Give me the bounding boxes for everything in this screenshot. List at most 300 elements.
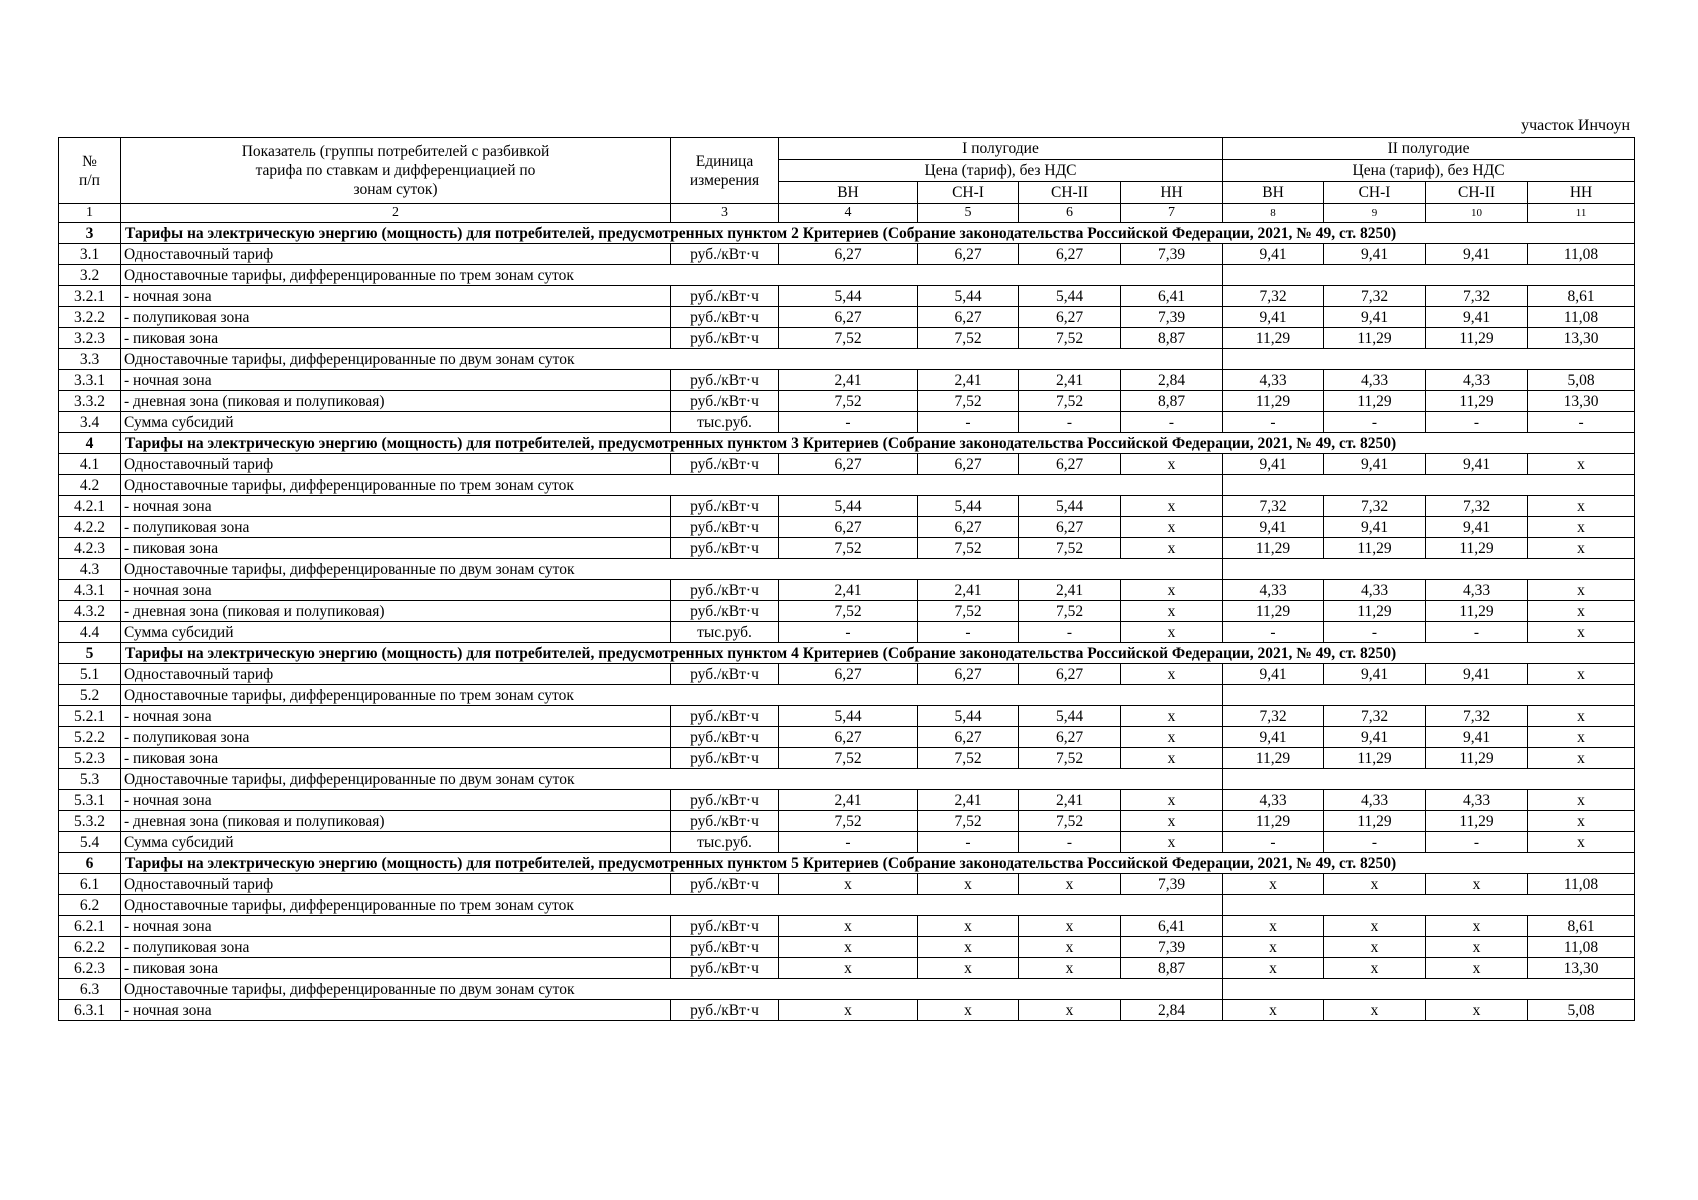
row-value: x xyxy=(1121,811,1223,832)
row-unit: руб./кВт·ч xyxy=(671,601,779,622)
row-value: 6,27 xyxy=(1019,517,1121,538)
row-name: Сумма субсидий xyxy=(121,412,671,433)
row-unit: руб./кВт·ч xyxy=(671,517,779,538)
header-colnum-1: 1 xyxy=(59,204,121,223)
row-name: - полупиковая зона xyxy=(121,307,671,328)
row-value: 4,33 xyxy=(1324,790,1426,811)
row-number: 6.2.1 xyxy=(59,916,121,937)
table-row xyxy=(59,790,1635,811)
row-value: 11,29 xyxy=(1426,538,1528,559)
row-value: 6,27 xyxy=(1019,307,1121,328)
row-value: x xyxy=(1324,874,1426,895)
section-row xyxy=(59,853,1635,874)
section-row xyxy=(59,643,1635,664)
row-number: 5.2 xyxy=(59,685,121,706)
row-value: 4,33 xyxy=(1426,790,1528,811)
row-value: x xyxy=(918,1000,1019,1021)
row-value: x xyxy=(1223,1000,1324,1021)
row-value: - xyxy=(1426,832,1528,853)
header-colnum-8: 8 xyxy=(1223,204,1324,223)
row-value: - xyxy=(1121,412,1223,433)
row-value: x xyxy=(1019,937,1121,958)
row-value: x xyxy=(1528,790,1635,811)
row-value: x xyxy=(779,874,918,895)
row-value: - xyxy=(779,622,918,643)
row-unit: руб./кВт·ч xyxy=(671,664,779,685)
section-title: Тарифы на электрическую энергию (мощность) для потребителей, предусмотренных пунктом 5 Критериев (Собрание законодательства Российской Федерации, 2021, № 49, ст. 8250) xyxy=(121,853,1635,874)
row-value: 6,27 xyxy=(1019,727,1121,748)
row-value: x xyxy=(1121,538,1223,559)
header-colnum-5: 5 xyxy=(918,204,1019,223)
row-value: 2,41 xyxy=(918,580,1019,601)
section-row xyxy=(59,433,1635,454)
table-row xyxy=(59,958,1635,979)
row-value: 4,33 xyxy=(1223,370,1324,391)
row-value: x xyxy=(1324,1000,1426,1021)
row-number: 6.2 xyxy=(59,895,121,916)
row-value: - xyxy=(1019,622,1121,643)
empty-cell xyxy=(1223,475,1635,496)
header-colnum-4: 4 xyxy=(779,204,918,223)
row-unit: тыс.руб. xyxy=(671,412,779,433)
row-value: x xyxy=(918,916,1019,937)
row-value: 5,44 xyxy=(918,496,1019,517)
table-row xyxy=(59,622,1635,643)
row-value: 9,41 xyxy=(1324,664,1426,685)
row-name: - ночная зона xyxy=(121,1000,671,1021)
row-value: 11,29 xyxy=(1426,601,1528,622)
row-value: 6,27 xyxy=(1019,454,1121,475)
row-value: 5,44 xyxy=(1019,706,1121,727)
table-row xyxy=(59,538,1635,559)
row-value: 11,29 xyxy=(1223,328,1324,349)
row-value: 9,41 xyxy=(1324,307,1426,328)
section-row xyxy=(59,223,1635,244)
row-value: x xyxy=(1223,937,1324,958)
row-number: 3 xyxy=(59,223,121,244)
row-value: x xyxy=(1121,496,1223,517)
row-value: 9,41 xyxy=(1223,664,1324,685)
row-value: 5,08 xyxy=(1528,370,1635,391)
table-row xyxy=(59,832,1635,853)
row-value: 2,41 xyxy=(918,790,1019,811)
group-row xyxy=(59,685,1635,706)
header-level-4: НН xyxy=(1121,182,1223,204)
row-value: 9,41 xyxy=(1223,517,1324,538)
group-name: Одноставочные тарифы, дифференцированные по двум зонам суток xyxy=(121,979,1223,1000)
row-value: 9,41 xyxy=(1324,454,1426,475)
row-value: 2,41 xyxy=(779,790,918,811)
group-name: Одноставочные тарифы, дифференцированные по трем зонам суток xyxy=(121,685,1223,706)
row-value: 6,27 xyxy=(779,664,918,685)
row-value: 11,29 xyxy=(1324,328,1426,349)
row-unit: руб./кВт·ч xyxy=(671,580,779,601)
row-number: 5.3.2 xyxy=(59,811,121,832)
row-value: - xyxy=(1324,412,1426,433)
row-value: x xyxy=(1528,454,1635,475)
row-value: 9,41 xyxy=(1223,244,1324,265)
row-unit: руб./кВт·ч xyxy=(671,790,779,811)
row-value: 7,32 xyxy=(1426,286,1528,307)
row-value: 7,52 xyxy=(779,328,918,349)
row-value: 7,52 xyxy=(918,328,1019,349)
row-unit: руб./кВт·ч xyxy=(671,811,779,832)
row-number: 4 xyxy=(59,433,121,454)
row-value: - xyxy=(1426,412,1528,433)
row-value: 11,29 xyxy=(1324,811,1426,832)
row-value: 5,44 xyxy=(1019,286,1121,307)
row-number: 4.4 xyxy=(59,622,121,643)
row-value: 11,29 xyxy=(1324,538,1426,559)
row-value: 11,08 xyxy=(1528,244,1635,265)
row-name: - пиковая зона xyxy=(121,958,671,979)
row-name: Сумма субсидий xyxy=(121,832,671,853)
row-value: 7,39 xyxy=(1121,937,1223,958)
row-unit: руб./кВт·ч xyxy=(671,706,779,727)
row-value: 6,27 xyxy=(918,517,1019,538)
table-row xyxy=(59,1000,1635,1021)
row-value: x xyxy=(1528,496,1635,517)
row-number: 5 xyxy=(59,643,121,664)
header-level-3: СН-II xyxy=(1019,182,1121,204)
row-value: 6,27 xyxy=(918,244,1019,265)
row-name: - ночная зона xyxy=(121,916,671,937)
row-value: 7,52 xyxy=(918,391,1019,412)
row-value: x xyxy=(1223,874,1324,895)
row-number: 4.2.1 xyxy=(59,496,121,517)
row-value: 5,08 xyxy=(1528,1000,1635,1021)
row-value: x xyxy=(1528,706,1635,727)
row-number: 5.2.1 xyxy=(59,706,121,727)
row-value: x xyxy=(1528,748,1635,769)
header-colnum-9: 9 xyxy=(1324,204,1426,223)
table-row xyxy=(59,370,1635,391)
header-colnum-11: 11 xyxy=(1528,204,1635,223)
row-value: 7,52 xyxy=(779,748,918,769)
header-colnum-10: 10 xyxy=(1426,204,1528,223)
row-value: 7,32 xyxy=(1324,286,1426,307)
row-value: - xyxy=(918,832,1019,853)
row-value: x xyxy=(1324,937,1426,958)
row-value: 7,32 xyxy=(1426,706,1528,727)
row-value: x xyxy=(1426,937,1528,958)
row-value: x xyxy=(1324,916,1426,937)
row-value: x xyxy=(918,958,1019,979)
row-value: - xyxy=(1324,832,1426,853)
row-value: 11,08 xyxy=(1528,874,1635,895)
row-value: 9,41 xyxy=(1324,517,1426,538)
row-number: 5.3 xyxy=(59,769,121,790)
row-value: 7,52 xyxy=(918,811,1019,832)
row-value: - xyxy=(1019,412,1121,433)
row-unit: руб./кВт·ч xyxy=(671,958,779,979)
group-row xyxy=(59,349,1635,370)
table-row xyxy=(59,664,1635,685)
header-price-1: Цена (тариф), без НДС xyxy=(779,160,1223,182)
row-value: 6,41 xyxy=(1121,286,1223,307)
row-value: 11,29 xyxy=(1223,811,1324,832)
row-name: - полупиковая зона xyxy=(121,517,671,538)
row-value: x xyxy=(779,916,918,937)
row-unit: руб./кВт·ч xyxy=(671,937,779,958)
table-row xyxy=(59,307,1635,328)
row-value: 6,27 xyxy=(918,727,1019,748)
row-value: x xyxy=(1121,601,1223,622)
table-row xyxy=(59,601,1635,622)
row-number: 6.1 xyxy=(59,874,121,895)
row-name: - дневная зона (пиковая и полупиковая) xyxy=(121,391,671,412)
header-colnum-row xyxy=(59,204,1635,223)
row-unit: руб./кВт·ч xyxy=(671,307,779,328)
group-row xyxy=(59,265,1635,286)
row-unit: руб./кВт·ч xyxy=(671,1000,779,1021)
row-value: 9,41 xyxy=(1426,517,1528,538)
group-name: Одноставочные тарифы, дифференцированные по трем зонам суток xyxy=(121,265,1223,286)
group-row xyxy=(59,769,1635,790)
row-value: 6,27 xyxy=(779,517,918,538)
group-name: Одноставочные тарифы, дифференцированные по двум зонам суток xyxy=(121,349,1223,370)
row-number: 4.3 xyxy=(59,559,121,580)
row-value: 9,41 xyxy=(1426,454,1528,475)
row-number: 4.3.1 xyxy=(59,580,121,601)
row-value: 2,41 xyxy=(1019,370,1121,391)
table-row xyxy=(59,580,1635,601)
row-number: 5.2.3 xyxy=(59,748,121,769)
row-value: 8,61 xyxy=(1528,286,1635,307)
row-value: - xyxy=(1324,622,1426,643)
row-value: x xyxy=(1121,517,1223,538)
table-body xyxy=(59,223,1635,1021)
row-unit: руб./кВт·ч xyxy=(671,391,779,412)
group-row xyxy=(59,979,1635,1000)
row-value: 5,44 xyxy=(918,286,1019,307)
row-value: 5,44 xyxy=(779,496,918,517)
row-value: x xyxy=(1528,601,1635,622)
row-number: 5.3.1 xyxy=(59,790,121,811)
section-title: Тарифы на электрическую энергию (мощность) для потребителей, предусмотренных пунктом 4 Критериев (Собрание законодательства Российской Федерации, 2021, № 49, ст. 8250) xyxy=(121,643,1635,664)
row-value: x xyxy=(1121,790,1223,811)
row-name: - пиковая зона xyxy=(121,328,671,349)
row-name: - пиковая зона xyxy=(121,748,671,769)
table-row xyxy=(59,286,1635,307)
section-title: Тарифы на электрическую энергию (мощность) для потребителей, предусмотренных пунктом 2 Критериев (Собрание законодательства Российской Федерации, 2021, № 49, ст. 8250) xyxy=(121,223,1635,244)
row-number: 6.2.3 xyxy=(59,958,121,979)
row-value: 7,52 xyxy=(918,538,1019,559)
table-row xyxy=(59,727,1635,748)
row-value: 6,27 xyxy=(1019,664,1121,685)
row-value: 11,29 xyxy=(1223,748,1324,769)
row-number: 5.1 xyxy=(59,664,121,685)
header-level-5: ВН xyxy=(1223,182,1324,204)
row-value: 6,27 xyxy=(1019,244,1121,265)
table-row xyxy=(59,412,1635,433)
row-value: 5,44 xyxy=(779,286,918,307)
table-row xyxy=(59,244,1635,265)
row-number: 6.3 xyxy=(59,979,121,1000)
row-value: 11,29 xyxy=(1223,601,1324,622)
row-value: x xyxy=(1223,958,1324,979)
row-unit: руб./кВт·ч xyxy=(671,328,779,349)
row-value: 7,52 xyxy=(779,391,918,412)
row-value: 7,52 xyxy=(779,601,918,622)
row-value: 13,30 xyxy=(1528,391,1635,412)
row-value: 2,84 xyxy=(1121,1000,1223,1021)
row-value: x xyxy=(1019,874,1121,895)
row-number: 3.2 xyxy=(59,265,121,286)
row-name: - ночная зона xyxy=(121,496,671,517)
row-value: 9,41 xyxy=(1426,307,1528,328)
row-value: 7,32 xyxy=(1223,706,1324,727)
row-value: 7,39 xyxy=(1121,874,1223,895)
group-name: Одноставочные тарифы, дифференцированные по двум зонам суток xyxy=(121,769,1223,790)
header-colnum-2: 2 xyxy=(121,204,671,223)
row-value: 11,29 xyxy=(1324,748,1426,769)
group-row xyxy=(59,475,1635,496)
row-value: x xyxy=(1528,832,1635,853)
row-number: 3.3 xyxy=(59,349,121,370)
header-level-2: СН-I xyxy=(918,182,1019,204)
row-value: - xyxy=(1223,622,1324,643)
row-value: - xyxy=(918,622,1019,643)
row-value: 2,41 xyxy=(779,370,918,391)
row-value: x xyxy=(1121,622,1223,643)
row-unit: тыс.руб. xyxy=(671,622,779,643)
table-row xyxy=(59,517,1635,538)
row-value: 5,44 xyxy=(779,706,918,727)
row-value: x xyxy=(918,874,1019,895)
row-number: 6.3.1 xyxy=(59,1000,121,1021)
header-indicator: Показатель (группы потребителей с разбивкой тарифа по ставкам и дифференциацией по зонам суток) xyxy=(121,138,671,204)
row-value: 6,27 xyxy=(918,307,1019,328)
header-half-2: II полугодие xyxy=(1223,138,1635,160)
row-value: 7,32 xyxy=(1324,706,1426,727)
row-value: x xyxy=(1528,517,1635,538)
row-unit: руб./кВт·ч xyxy=(671,454,779,475)
row-value: x xyxy=(1121,580,1223,601)
row-name: - ночная зона xyxy=(121,286,671,307)
row-value: x xyxy=(1121,454,1223,475)
group-name: Одноставочные тарифы, дифференцированные по двум зонам суток xyxy=(121,559,1223,580)
row-value: x xyxy=(1324,958,1426,979)
group-name: Одноставочные тарифы, дифференцированные по трем зонам суток xyxy=(121,475,1223,496)
group-row xyxy=(59,895,1635,916)
row-name: Одноставочный тариф xyxy=(121,244,671,265)
row-value: 11,29 xyxy=(1223,538,1324,559)
row-value: 4,33 xyxy=(1426,370,1528,391)
empty-cell xyxy=(1223,265,1635,286)
header-colnum-7: 7 xyxy=(1121,204,1223,223)
header-colnum-6: 6 xyxy=(1019,204,1121,223)
row-number: 5.2.2 xyxy=(59,727,121,748)
row-value: x xyxy=(1528,580,1635,601)
row-value: - xyxy=(1528,412,1635,433)
row-number: 3.2.3 xyxy=(59,328,121,349)
row-value: x xyxy=(918,937,1019,958)
row-value: 4,33 xyxy=(1223,580,1324,601)
row-value: 7,52 xyxy=(1019,601,1121,622)
row-unit: руб./кВт·ч xyxy=(671,244,779,265)
row-name: Одноставочный тариф xyxy=(121,664,671,685)
table-row xyxy=(59,874,1635,895)
row-number: 6.2.2 xyxy=(59,937,121,958)
row-value: 11,08 xyxy=(1528,307,1635,328)
row-value: 2,41 xyxy=(1019,580,1121,601)
group-name: Одноставочные тарифы, дифференцированные по трем зонам суток xyxy=(121,895,1223,916)
row-number: 3.3.1 xyxy=(59,370,121,391)
row-value: x xyxy=(1121,832,1223,853)
table-row xyxy=(59,391,1635,412)
row-value: 9,41 xyxy=(1324,727,1426,748)
table-row xyxy=(59,811,1635,832)
row-value: - xyxy=(1426,622,1528,643)
row-value: 13,30 xyxy=(1528,328,1635,349)
row-name: - ночная зона xyxy=(121,706,671,727)
empty-cell xyxy=(1223,979,1635,1000)
empty-cell xyxy=(1223,685,1635,706)
row-value: 6,27 xyxy=(779,307,918,328)
table-header xyxy=(59,138,1635,223)
row-name: - ночная зона xyxy=(121,580,671,601)
row-value: 5,44 xyxy=(1019,496,1121,517)
header-unit: Единица измерения xyxy=(671,138,779,204)
table-row xyxy=(59,706,1635,727)
row-value: 2,41 xyxy=(918,370,1019,391)
header-level-1: ВН xyxy=(779,182,918,204)
row-value: 6,27 xyxy=(779,244,918,265)
empty-cell xyxy=(1223,559,1635,580)
row-number: 6 xyxy=(59,853,121,874)
header-price-2: Цена (тариф), без НДС xyxy=(1223,160,1635,182)
tariff-table xyxy=(58,137,1635,1021)
table-row xyxy=(59,937,1635,958)
row-name: Одноставочный тариф xyxy=(121,874,671,895)
table-row xyxy=(59,454,1635,475)
row-value: 7,52 xyxy=(779,538,918,559)
row-value: x xyxy=(1019,1000,1121,1021)
table-row xyxy=(59,328,1635,349)
row-value: 11,29 xyxy=(1426,391,1528,412)
row-value: 7,32 xyxy=(1426,496,1528,517)
row-value: x xyxy=(1019,958,1121,979)
row-number: 3.2.1 xyxy=(59,286,121,307)
row-value: 4,33 xyxy=(1324,370,1426,391)
row-value: 7,52 xyxy=(1019,538,1121,559)
row-value: x xyxy=(1223,916,1324,937)
row-name: - дневная зона (пиковая и полупиковая) xyxy=(121,811,671,832)
row-value: 8,61 xyxy=(1528,916,1635,937)
row-value: 6,27 xyxy=(918,454,1019,475)
row-number: 4.3.2 xyxy=(59,601,121,622)
row-value: x xyxy=(1121,727,1223,748)
row-value: 2,84 xyxy=(1121,370,1223,391)
row-number: 3.2.2 xyxy=(59,307,121,328)
row-value: 6,27 xyxy=(779,454,918,475)
row-unit: тыс.руб. xyxy=(671,832,779,853)
row-value: 9,41 xyxy=(1426,664,1528,685)
row-value: 6,27 xyxy=(779,727,918,748)
row-number: 4.1 xyxy=(59,454,121,475)
row-value: x xyxy=(779,937,918,958)
row-value: 9,41 xyxy=(1426,244,1528,265)
row-value: x xyxy=(1426,916,1528,937)
row-value: 9,41 xyxy=(1324,244,1426,265)
header-level-6: СН-I xyxy=(1324,182,1426,204)
row-value: 11,29 xyxy=(1223,391,1324,412)
site-label: участок Инчоун xyxy=(1521,117,1630,134)
row-value: 11,29 xyxy=(1426,811,1528,832)
row-number: 4.2 xyxy=(59,475,121,496)
row-unit: руб./кВт·ч xyxy=(671,496,779,517)
